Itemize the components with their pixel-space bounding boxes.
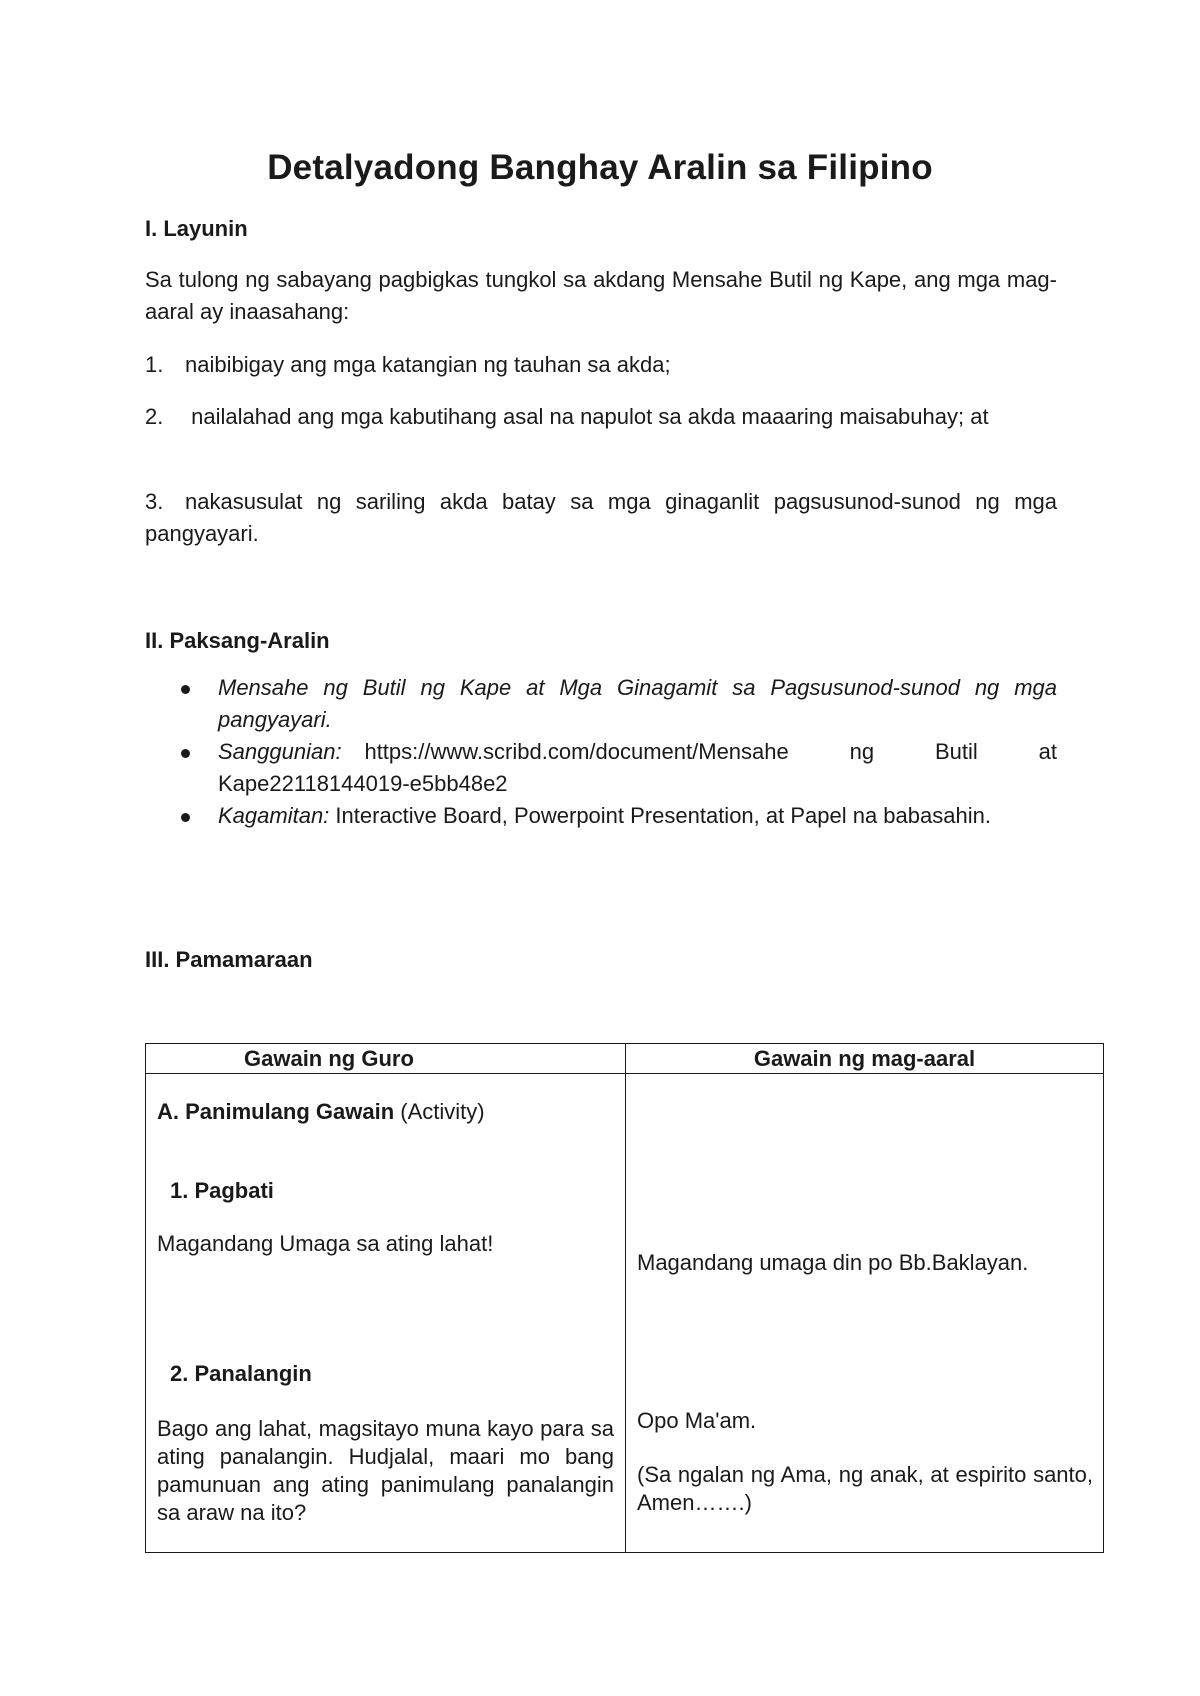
- objective-3-text: nakasusulat ng sariling akda batay sa mga ginaganlit pagsusunod-sunod ng mga pangyayari.: [145, 489, 1057, 546]
- activity-title: A. Panimulang Gawain: [157, 1099, 395, 1124]
- section-heading-layunin: I. Layunin: [145, 216, 248, 241]
- bullet-icon: [181, 813, 190, 822]
- section-heading-pamamaraan: III. Pamamaraan: [145, 947, 313, 972]
- bullet-icon: [181, 749, 190, 758]
- prayer-teacher-text: Bago ang lahat, magsitayo muna kayo para sa ating panalangin. Hudjalal, maari mo bang pamunuan ang ating panimulang panalangin sa araw na ito?: [157, 1416, 614, 1525]
- reference-link[interactable]: https://www.scribd.com/document/Mensahe ng Butil at Kape22118144019-e5bb48e2: [218, 739, 1057, 796]
- student-cell: [626, 1074, 1104, 1553]
- column-header-student: Gawain ng mag-aaral: [626, 1044, 1104, 1074]
- greeting-student-text: Magandang umaga din po Bb.Baklayan.: [637, 1250, 1029, 1275]
- materials-text: Interactive Board, Powerpoint Presentation, at Papel na babasahin.: [335, 803, 991, 828]
- objective-2-text: nailalahad ang mga kabutihang asal na napulot sa akda maaaring maisabuhay; at: [185, 404, 989, 429]
- objective-3: [145, 486, 1057, 550]
- objective-2: [145, 401, 1057, 433]
- list-item-topic: [145, 672, 1057, 736]
- greeting-heading: 1. Pagbati: [170, 1178, 274, 1203]
- prayer-heading: 2. Panalangin: [170, 1361, 312, 1386]
- activity-tag: (Activity): [400, 1099, 485, 1124]
- reference-label: Sanggunian:: [218, 739, 342, 764]
- objective-2-number: 2.: [145, 404, 164, 429]
- layunin-intro: Sa tulong ng sabayang pagbigkas tungkol sa akdang Mensahe Butil ng Kape, ang mga mag-aaral ay inaasahang:: [145, 267, 1057, 324]
- objective-1: [145, 349, 1057, 381]
- column-header-teacher: Gawain ng Guro: [146, 1044, 626, 1074]
- table-row: [146, 1074, 1104, 1553]
- objective-1-number: 1.: [145, 352, 164, 377]
- materials-label: Kagamitan:: [218, 803, 330, 828]
- bullet-icon: [181, 685, 190, 694]
- document-title: Detalyadong Banghay Aralin sa Filipino: [267, 148, 933, 187]
- table-header-row: [146, 1044, 1104, 1074]
- activity-title-line: [157, 1098, 485, 1126]
- paksang-aralin-list: [145, 672, 1057, 832]
- teacher-cell: [146, 1074, 626, 1553]
- objective-1-text: naibibigay ang mga katangian ng tauhan sa akda;: [185, 352, 671, 377]
- section-heading-paksang-aralin: II. Paksang-Aralin: [145, 628, 330, 653]
- topic-text: Mensahe ng Butil ng Kape at Mga Ginagamit sa Pagsusunod-sunod ng mga pangyayari.: [218, 675, 1057, 732]
- prayer-student-text: (Sa ngalan ng Ama, ng anak, at espirito santo, Amen…….): [637, 1462, 1093, 1515]
- list-item-reference: [145, 736, 1057, 800]
- list-item-materials: [145, 800, 1057, 832]
- prayer-student-reply: Opo Ma'am.: [637, 1408, 757, 1433]
- objective-3-number: 3.: [145, 489, 164, 514]
- greeting-teacher-text: Magandang Umaga sa ating lahat!: [157, 1231, 494, 1256]
- pamamaraan-table: [145, 1043, 1104, 1553]
